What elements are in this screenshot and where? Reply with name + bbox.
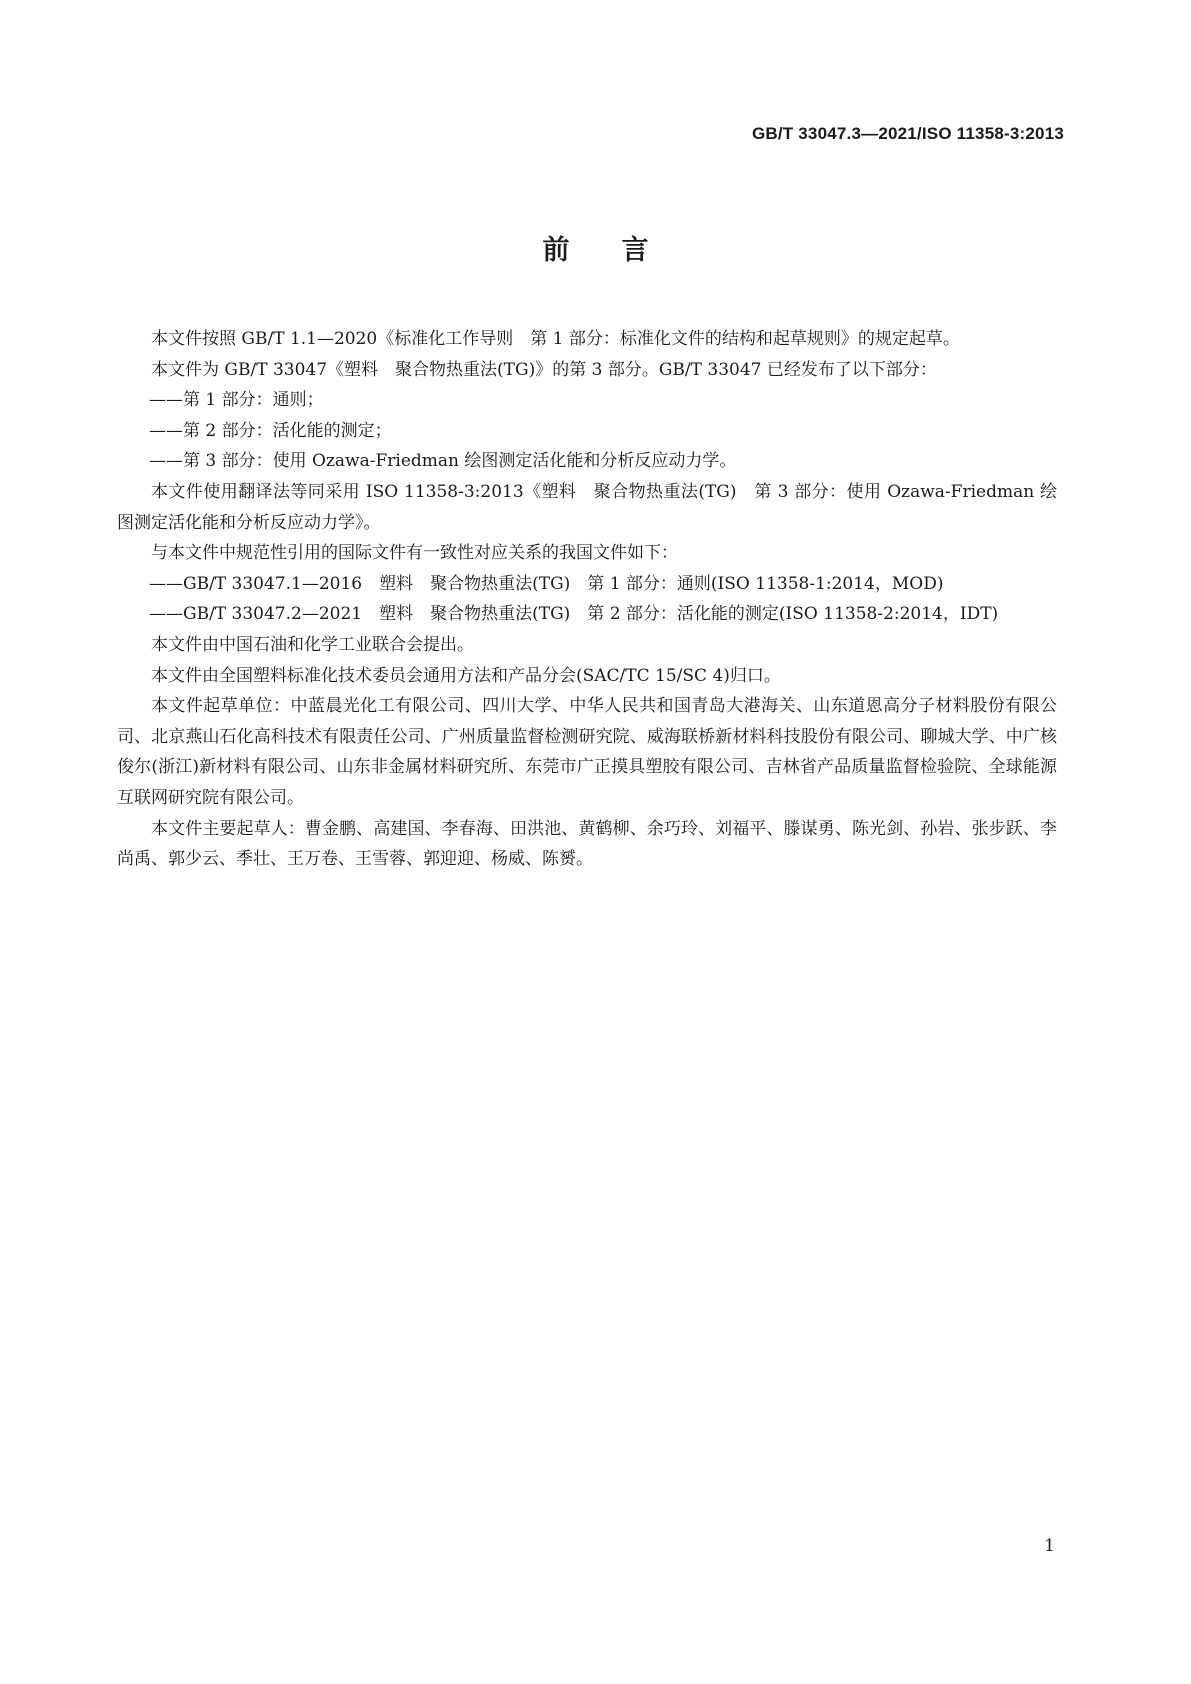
paragraph-references-intro: 与本文件中规范性引用的国际文件有一致性对应关系的我国文件如下： <box>151 543 678 564</box>
foreword-body <box>117 324 1057 875</box>
list-item-part: ——第 2 部分：活化能的测定； <box>149 420 392 441</box>
paragraph-proposer: 本文件由中国石油和化学工业联合会提出。 <box>151 634 474 655</box>
paragraph-drafters: 本文件主要起草人：曹金鹏、高建国、李春海、田洪池、黄鹤柳、余巧玲、刘福平、滕谋勇、陈光剑、孙岩、张步跃、李尚禹、郭少云、季壮、王万卷、王雪蓉、郭迎迎、杨威、陈赟。 <box>117 818 1057 870</box>
page-title-char: 言 <box>621 235 649 266</box>
paragraph-technical-committee: 本文件由全国塑料标准化技术委员会通用方法和产品分会(SAC/TC 15/SC 4)归口。 <box>151 665 781 686</box>
standard-code: GB/T 33047.3—2021/ISO 11358-3:2013 <box>751 124 1064 143</box>
paragraph-adoption: 本文件使用翻译法等同采用 ISO 11358-3:2013《塑料 聚合物热重法(TG) 第 3 部分：使用 Ozawa-Friedman 绘图测定活化能和分析反应动力学》。 <box>117 481 1057 533</box>
list-item-reference: ——GB/T 33047.1—2016 塑料 聚合物热重法(TG) 第 1 部分：通则(ISO 11358-1:2014，MOD) <box>149 573 944 594</box>
paragraph-series-parts: 本文件为 GB/T 33047《塑料 聚合物热重法(TG)》的第 3 部分。GB/T 33047 已经发布了以下部分： <box>151 359 937 380</box>
page-number: 1 <box>1044 1536 1055 1556</box>
paragraph-drafting-rules: 本文件按照 GB/T 1.1—2020《标准化工作导则 第 1 部分：标准化文件的结构和起草规则》的规定起草。 <box>151 329 960 349</box>
page-title-char: 前 <box>542 235 570 266</box>
paragraph-drafting-units: 本文件起草单位：中蓝晨光化工有限公司、四川大学、中华人民共和国青岛大港海关、山东道恩高分子材料股份有限公司、北京燕山石化高科技术有限责任公司、广州质量监督检测研究院、威海联桥新材料科技股份有限公司、聊城大学、中广核俊尔(浙江)新材料有限公司、山东非金属材料研究所、东莞市广正摸具塑胶有限公司、吉林省产品质量监督检验院、全球能源互联网研究院有限公司。 <box>117 696 1057 808</box>
list-item-part: ——第 3 部分：使用 Ozawa-Friedman 绘图测定活化能和分析反应动力学。 <box>149 451 737 472</box>
page-title <box>0 228 1191 267</box>
list-item-part: ——第 1 部分：通则； <box>149 390 324 411</box>
list-item-reference: ——GB/T 33047.2—2021 塑料 聚合物热重法(TG) 第 2 部分：活化能的测定(ISO 11358-2:2014，IDT) <box>149 604 999 625</box>
